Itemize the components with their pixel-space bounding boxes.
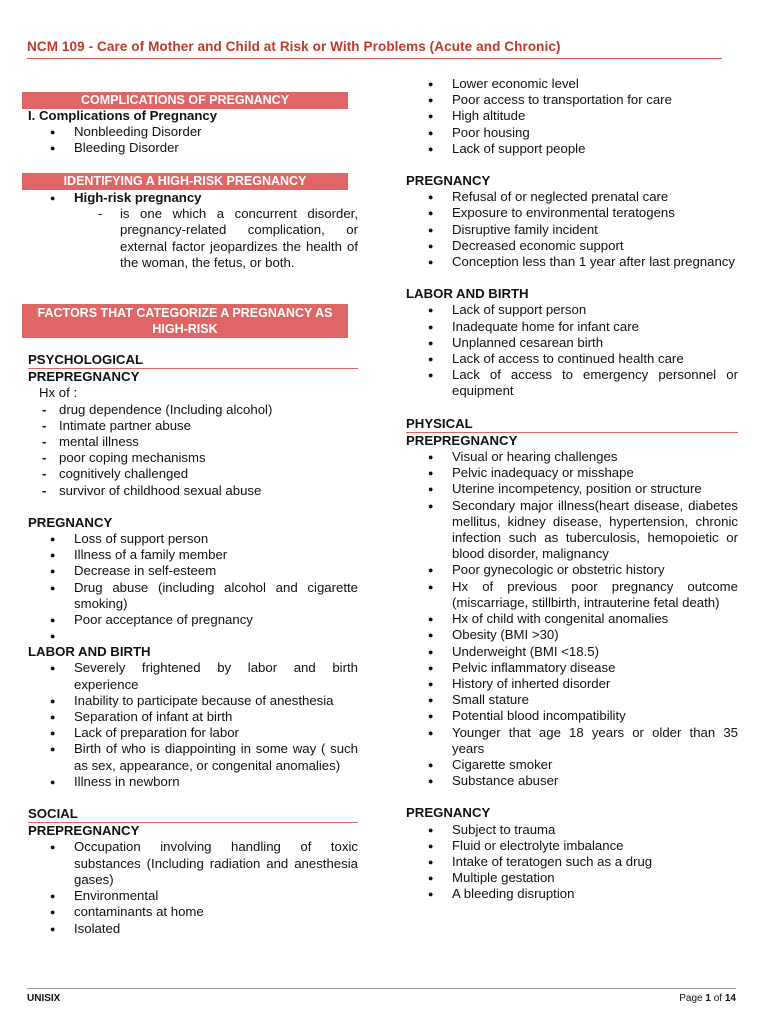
list-item: ● Uterine incompetency, position or structure (406, 481, 738, 497)
psych-prepreg-list (28, 402, 358, 499)
list-item: ● Lack of support people (406, 141, 738, 157)
complications-section (28, 108, 358, 157)
list-item: ● Substance abuser (406, 773, 738, 789)
physical-pregnancy-title: PREGNANCY (406, 805, 491, 821)
list-item: ● Obesity (BMI >30) (406, 627, 738, 643)
pregnancy-title: PREGNANCY (28, 514, 113, 530)
list-item: ● Inability to participate because of anesthesia (28, 693, 358, 709)
list-item: ● Lower economic level (406, 76, 738, 92)
page-header (27, 38, 722, 59)
current-page: 1 (705, 993, 711, 1004)
list-item: ● Younger that age 18 years or older than 35 years (406, 725, 738, 757)
identifying-banner: IDENTIFYING A HIGH-RISK PREGNANCY (22, 173, 348, 190)
list-item: ● Decreased economic support (406, 238, 738, 254)
list-item: ● Poor gynecologic or obstetric history (406, 562, 738, 578)
list-item: ● Nonbleeding Disorder (28, 124, 358, 140)
list-item: ● Occupation involving handling of toxic substances (Including radiation and anesthesia gases) (28, 839, 358, 888)
list-item: ● Potential blood incompatibility (406, 708, 738, 724)
list-item: ● Illness of a family member (28, 547, 358, 563)
list-item: ● Unplanned cesarean birth (406, 335, 738, 351)
complications-heading: I. Complications of Pregnancy (28, 108, 218, 123)
list-item: ● Loss of support person (28, 531, 358, 547)
list-item: ● Intake of teratogen such as a drug (406, 854, 738, 870)
social-prepreg-cont-list (406, 76, 738, 157)
list-item: - cognitively challenged (28, 466, 358, 482)
page-number (679, 993, 736, 1004)
physical-prepregnancy-title: PREPREGNANCY (406, 432, 518, 448)
list-item: ● Small stature (406, 692, 738, 708)
list-item: ● Exposure to environmental teratogens (406, 205, 738, 221)
list-item: ● Separation of infant at birth (28, 709, 358, 725)
psychological-section (28, 352, 358, 937)
list-item: ● Poor acceptance of pregnancy (28, 612, 358, 628)
list-item: ● Poor housing (406, 125, 738, 141)
document-title: NCM 109 - Care of Mother and Child at Risk or With Problems (Acute and Chronic) (27, 39, 561, 54)
list-item: - drug dependence (Including alcohol) (28, 402, 358, 418)
list-item: ● Drug abuse (including alcohol and cigarette smoking) (28, 580, 358, 612)
social-prepregnancy-title: PREPREGNANCY (28, 823, 140, 839)
psychological-title: PSYCHOLOGICAL (28, 352, 358, 369)
list-item: ● Secondary major illness(heart disease, diabetes mellitus, kidney disease, hypertension, chronic infection such as tuberculosis, hemopoietic or blood disorder, malignancy (406, 498, 738, 563)
list-item: ● Decrease in self-esteem (28, 563, 358, 579)
social-pregnancy-title: PREGNANCY (406, 173, 491, 189)
list-item: ● Cigarette smoker (406, 757, 738, 773)
prepregnancy-title: PREPREGNANCY (28, 369, 140, 385)
physical-title: PHYSICAL (406, 416, 738, 433)
social-title: SOCIAL (28, 806, 358, 823)
list-item: ● Visual or hearing challenges (406, 449, 738, 465)
list-item: ● Inadequate home for infant care (406, 319, 738, 335)
identifying-section (28, 190, 358, 271)
highrisk-definition: - is one which a concurrent disorder, pregnancy-related complication, or external factor jeopardizes the health of the woman, the fetus, or both. (98, 206, 358, 270)
list-item: ● A bleeding disruption (406, 886, 738, 902)
list-item: ● Environmental (28, 888, 358, 904)
right-content (406, 76, 738, 903)
page-footer (27, 988, 736, 1004)
list-item: - mental illness (28, 434, 358, 450)
list-item: ● Refusal of or neglected prenatal care (406, 189, 738, 205)
list-item: ● Pelvic inadequacy or misshape (406, 465, 738, 481)
list-item: ● Lack of support person (406, 302, 738, 318)
list-item: ● Poor access to transportation for care (406, 92, 738, 108)
list-item: ● History of inherted disorder (406, 676, 738, 692)
list-item: ● Disruptive family incident (406, 222, 738, 238)
social-labor-title: LABOR AND BIRTH (406, 286, 529, 302)
list-item: - Intimate partner abuse (28, 418, 358, 434)
factors-banner: FACTORS THAT CATEGORIZE A PREGNANCY AS HIGH-RISK (22, 304, 348, 338)
list-item: ● Hx of previous poor pregnancy outcome (miscarriage, stillbirth, intrauterine fetal death) (406, 579, 738, 611)
list-item: - survivor of childhood sexual abuse (28, 483, 358, 499)
page-prefix: Page (679, 993, 706, 1004)
list-item: ● Multiple gestation (406, 870, 738, 886)
list-item: ● High altitude (406, 108, 738, 124)
psych-preg-list (28, 531, 358, 644)
complications-banner: COMPLICATIONS OF PREGNANCY (22, 92, 348, 109)
list-item: ● Lack of access to emergency personnel or equipment (406, 367, 738, 399)
list-item: ● Pelvic inflammatory disease (406, 660, 738, 676)
list-item: - poor coping mechanisms (28, 450, 358, 466)
total-pages: 14 (724, 993, 736, 1004)
list-item: ● Birth of who is diappointing in some way ( such as sex, appearance, or congenital anomalies) (28, 741, 358, 773)
social-preg-list (406, 189, 738, 270)
list-item: ● Underweight (BMI <18.5) (406, 644, 738, 660)
physical-preg-list (406, 822, 738, 903)
social-labor-list (406, 302, 738, 399)
hx-label: Hx of : (39, 385, 78, 401)
list-item: ● Lack of access to continued health care (406, 351, 738, 367)
page-of: of (710, 993, 725, 1004)
highrisk-label: ● High-risk pregnancy (28, 190, 358, 206)
list-item: ● Conception less than 1 year after last pregnancy (406, 254, 738, 270)
social-prepreg-list (28, 839, 358, 936)
list-item: ● Isolated (28, 921, 358, 937)
highrisk-definition-text: is one which a concurrent disorder, pregnancy-related complication, or external factor jeopardizes the health of the woman, the fetus, or both. (120, 206, 358, 270)
list-item: ● Subject to trauma (406, 822, 738, 838)
labor-title: LABOR AND BIRTH (28, 644, 151, 660)
list-item: ● Bleeding Disorder (28, 140, 358, 156)
list-item (28, 628, 358, 644)
list-item: ● Illness in newborn (28, 774, 358, 790)
list-item: ● contaminants at home (28, 904, 358, 920)
list-item: ● Fluid or electrolyte imbalance (406, 838, 738, 854)
list-item: ● Lack of preparation for labor (28, 725, 358, 741)
list-item: ● Severely frightened by labor and birth experience (28, 660, 358, 692)
footer-brand: UNISIX (27, 993, 61, 1004)
physical-prepreg-list (406, 449, 738, 789)
complications-list (28, 124, 358, 156)
psych-labor-list (28, 660, 358, 790)
list-item: ● Hx of child with congenital anomalies (406, 611, 738, 627)
